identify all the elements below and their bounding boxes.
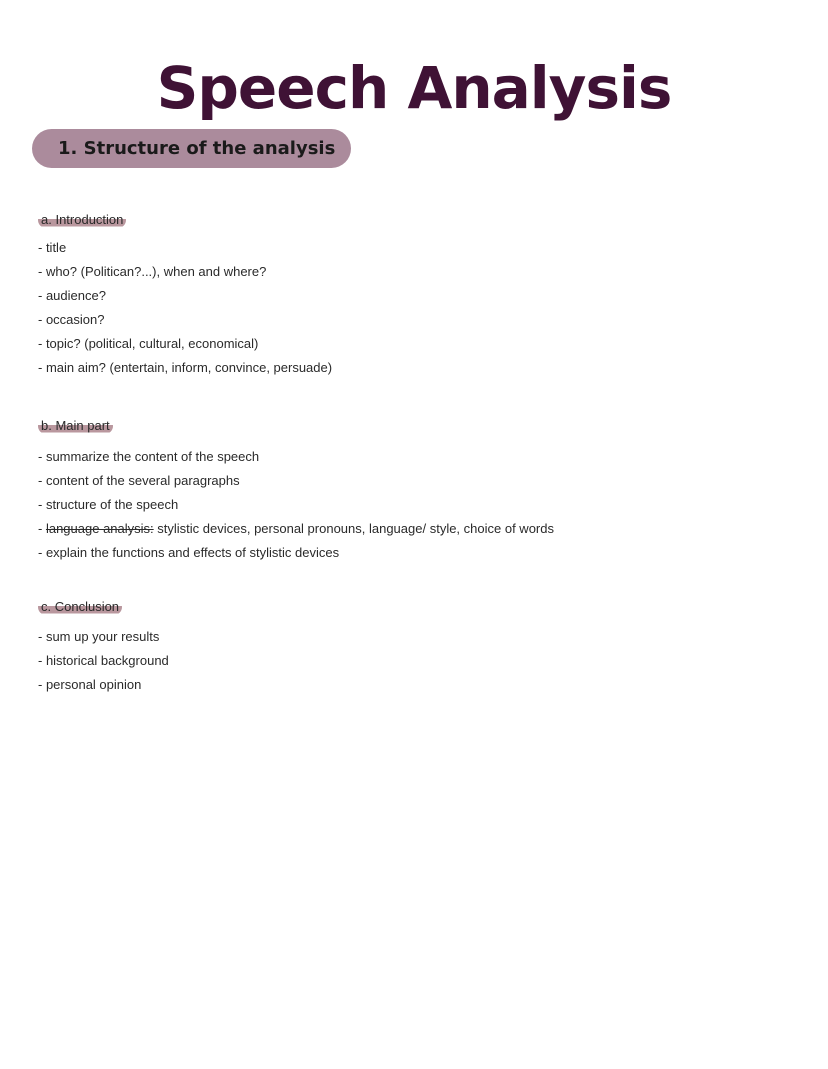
conclusion-list [38,625,169,697]
introduction-list [38,236,332,380]
list-item: - personal opinion [38,677,142,692]
language-item-rest: stylistic devices, personal pronouns, language/ style, choice of words [153,521,554,536]
subsection-main-part [38,415,554,565]
subheading-conclusion: c. Conclusion [38,599,122,615]
page-title: Speech Analysis [156,53,672,122]
language-analysis-struck: language analysis: [45,521,154,536]
subsection-introduction [38,209,332,380]
list-item: - sum up your results [38,629,160,644]
list-item: - audience? [38,288,106,303]
list-item: - main aim? (entertain, inform, convince, persuade) [38,360,333,375]
list-item: - structure of the speech [38,497,179,512]
list-item: - historical background [38,653,169,668]
list-item: - title [38,240,67,255]
subheading-main-part: b. Main part [38,418,113,434]
list-item: - who? (Politican?...), when and where? [38,264,267,279]
language-item-prefix: - [38,521,46,536]
list-item: - topic? (political, cultural, economical) [38,336,259,351]
list-item: - content of the several paragraphs [38,473,240,488]
section-heading-structure: 1. Structure of the analysis [32,129,351,168]
list-item: - occasion? [38,312,105,327]
subheading-introduction: a. Introduction [38,212,126,228]
list-item: - explain the functions and effects of stylistic devices [38,545,340,560]
list-item-language-analysis [38,517,554,541]
list-item: - summarize the content of the speech [38,449,260,464]
subsection-conclusion [38,596,169,697]
main-part-list [38,445,554,565]
